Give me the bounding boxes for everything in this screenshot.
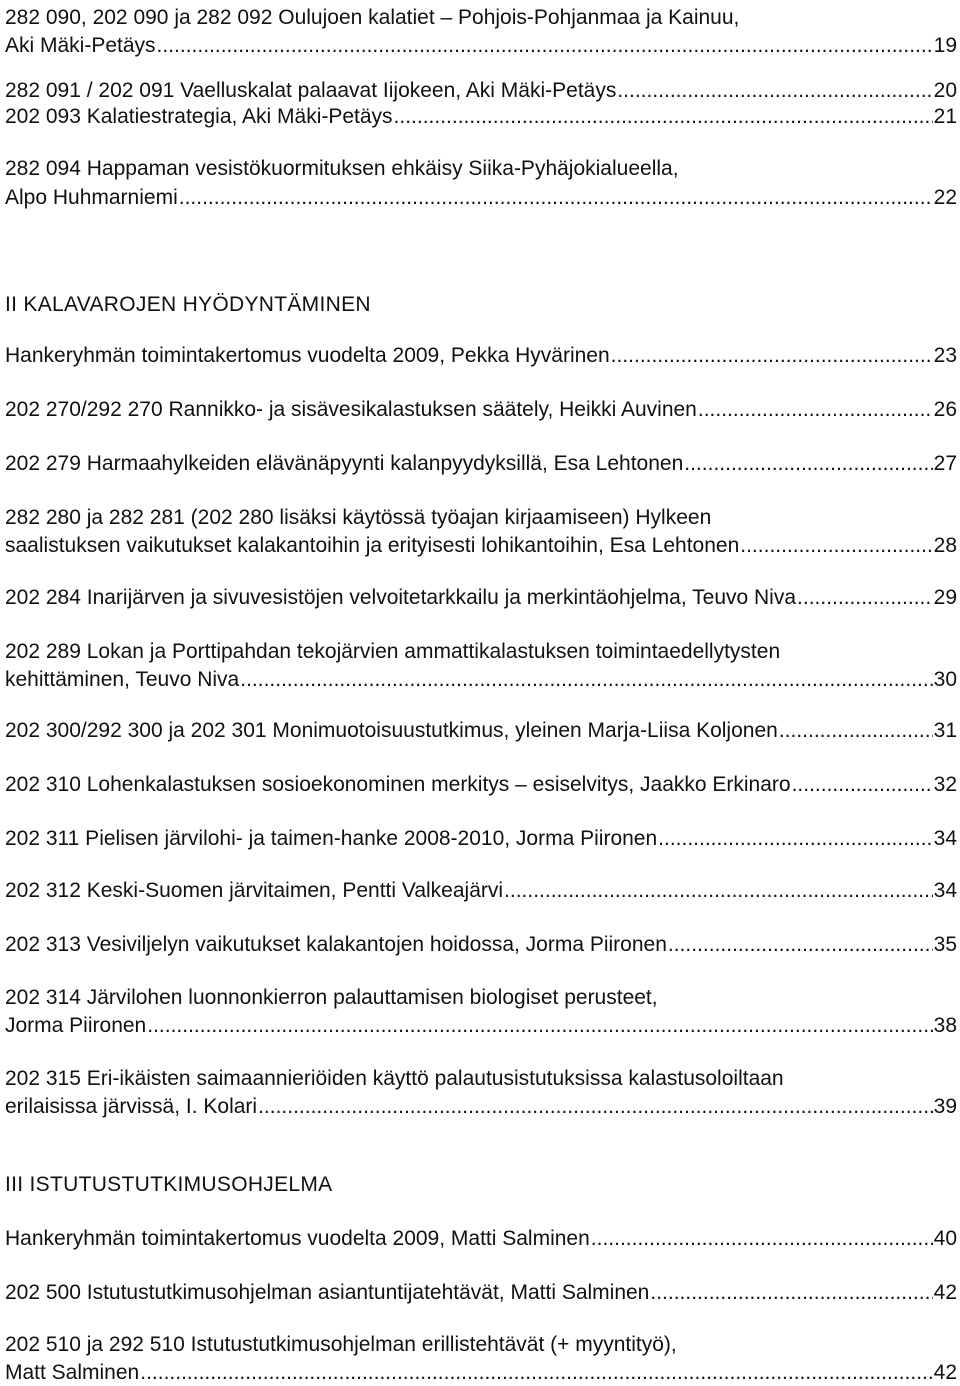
toc-entry-title: 202 300/292 300 ja 202 301 Monimuotoisuustutkimus, yleinen Marja-Liisa Koljonen (5, 719, 778, 742)
toc-entry-line (5, 1360, 957, 1386)
toc-page-number: 21 (933, 105, 957, 128)
toc-entry-line (5, 639, 957, 665)
toc-entry-title: 202 289 Lokan ja Porttipahdan tekojärvien ammattikalastuksen toimintaedellytysten (5, 640, 781, 663)
toc-page-number: 30 (933, 668, 957, 691)
toc-entry-title: 202 314 Järvilohen luonnonkierron palauttamisen biologiset perusteet, (5, 986, 658, 1009)
section-heading-text: III ISTUTUSTUTKIMUSOHJELMA (5, 1173, 333, 1196)
dot-leader (394, 104, 933, 130)
toc-entry-title: 202 310 Lohenkalastuksen sosioekonominen merkitys – esiselvitys, Jaakko Erkinaro (5, 773, 791, 796)
toc-entry-title: Jorma Piironen (5, 1014, 147, 1037)
toc-entry-title: 202 315 Eri-ikäisten saimaannieriöiden käyttö palautusistutuksissa kalastusoloiltaan (5, 1067, 784, 1090)
toc-entry-title: 282 280 ja 282 281 (202 280 lisäksi käytössä työajan kirjaamiseen) Hylkeen (5, 506, 712, 529)
toc-entry-title: Hankeryhmän toimintakertomus vuodelta 2009, Matti Salminen (5, 1227, 590, 1250)
toc-entry-line (5, 78, 957, 104)
toc-page-number: 19 (933, 34, 957, 57)
dot-leader (668, 932, 933, 958)
toc-entry-title: 202 279 Harmaahylkeiden elävänäpyynti kalanpyydyksillä, Esa Lehtonen (5, 452, 684, 475)
toc-entry-line (5, 878, 957, 904)
toc-entry-line (5, 343, 957, 369)
toc-entry-title: 202 312 Keski-Suomen järvitaimen, Pentti Valkeajärvi (5, 879, 504, 902)
dot-leader (779, 718, 933, 744)
toc-entry-line (5, 1094, 957, 1120)
toc-page-number: 42 (933, 1361, 957, 1384)
toc-entry-line (5, 451, 957, 477)
toc-entry-title: Alpo Huhmarniemi (5, 186, 178, 209)
toc-page-number: 28 (933, 534, 957, 557)
toc-entry-line (5, 667, 957, 693)
dot-leader (140, 1360, 932, 1386)
toc-entry-line (5, 156, 957, 182)
section-heading-text: II KALAVAROJEN HYÖDYNTÄMINEN (5, 293, 371, 316)
dot-leader (157, 33, 933, 59)
toc-entry-title: Hankeryhmän toimintakertomus vuodelta 2009, Pekka Hyvärinen (5, 344, 610, 367)
toc-entry-line (5, 585, 957, 611)
toc-entry-title: 282 094 Happaman vesistökuormituksen ehkäisy Siika-Pyhäjokialueella, (5, 157, 679, 180)
toc-page-number: 35 (933, 933, 957, 956)
toc-page-number: 31 (933, 719, 957, 742)
dot-leader (591, 1226, 933, 1252)
toc-entry-line (5, 718, 957, 744)
dot-leader (650, 1280, 932, 1306)
toc-entry-line (5, 1280, 957, 1306)
toc-page-number: 29 (933, 586, 957, 609)
toc-entry-title: 202 500 Istutustutkimusohjelman asiantuntijatehtävät, Matti Salminen (5, 1281, 650, 1304)
dot-leader (698, 397, 933, 423)
toc-page-number: 40 (933, 1227, 957, 1250)
toc-entry-title: 202 313 Vesiviljelyn vaikutukset kalakantojen hoidossa, Jorma Piironen (5, 933, 667, 956)
toc-entry-title: kehittäminen, Teuvo Niva (5, 668, 240, 691)
dot-leader (740, 533, 932, 559)
dot-leader (504, 878, 933, 904)
toc-entry-title: 282 090, 202 090 ja 282 092 Oulujoen kalatiet – Pohjois-Pohjanmaa ja Kainuu, (5, 6, 740, 29)
toc-entry-line (5, 772, 957, 798)
toc-entry-line (5, 826, 957, 852)
toc-entry-line (5, 104, 957, 130)
toc-page-number: 23 (933, 344, 957, 367)
toc-entry-line (5, 1332, 957, 1358)
dot-leader (611, 343, 933, 369)
toc-entry-title: 202 270/292 270 Rannikko- ja sisävesikalastuksen säätely, Heikki Auvinen (5, 398, 697, 421)
toc-page-number: 32 (933, 773, 957, 796)
toc-page-number: 26 (933, 398, 957, 421)
dot-leader (240, 667, 932, 693)
toc-page-number: 20 (933, 79, 957, 102)
toc-entry-line (5, 505, 957, 531)
toc-entry-title: saalistuksen vaikutukset kalakantoihin ja erityisesti lohikantoihin, Esa Lehtonen (5, 534, 740, 557)
toc-entry-title: erilaisissa järvissä, I. Kolari (5, 1095, 258, 1118)
toc-entry-line (5, 985, 957, 1011)
toc-entry-line (5, 185, 957, 211)
dot-leader (658, 826, 932, 852)
toc-page-number: 34 (933, 879, 957, 902)
toc-entry-title: 202 510 ja 292 510 Istutustutkimusohjelman erillistehtävät (+ myyntityö), (5, 1333, 677, 1356)
toc-page-number: 22 (933, 186, 957, 209)
dot-leader (797, 585, 933, 611)
toc-page-number: 38 (933, 1014, 957, 1037)
toc-entry-line (5, 5, 957, 31)
toc-entry-title: 282 091 / 202 091 Vaelluskalat palaavat Iijokeen, Aki Mäki-Petäys (5, 79, 617, 102)
toc-entry-title: 202 093 Kalatiestrategia, Aki Mäki-Petäys (5, 105, 393, 128)
toc-page-number: 39 (933, 1095, 957, 1118)
toc-entry-line (5, 932, 957, 958)
dot-leader (684, 451, 932, 477)
toc-page-number: 34 (933, 827, 957, 850)
toc-entry-title: Aki Mäki-Petäys (5, 34, 156, 57)
section-heading (5, 292, 957, 318)
toc-entry-title: Matt Salminen (5, 1361, 140, 1384)
toc-entry-line (5, 33, 957, 59)
toc-entry-line (5, 533, 957, 559)
dot-leader (147, 1013, 932, 1039)
dot-leader (617, 78, 932, 104)
dot-leader (792, 772, 933, 798)
toc-entry-line (5, 1013, 957, 1039)
toc-page-number: 42 (933, 1281, 957, 1304)
toc-entry-line (5, 1226, 957, 1252)
dot-leader (258, 1094, 933, 1120)
toc-entry-line (5, 397, 957, 423)
toc-entry-title: 202 284 Inarijärven ja sivuvesistöjen velvoitetarkkailu ja merkintäohjelma, Teuvo Niva (5, 586, 797, 609)
toc-page-number: 27 (933, 452, 957, 475)
toc-entry-title: 202 311 Pielisen järvilohi- ja taimen-hanke 2008-2010, Jorma Piironen (5, 827, 658, 850)
toc-entry-line (5, 1066, 957, 1092)
dot-leader (179, 185, 933, 211)
section-heading (5, 1172, 957, 1198)
